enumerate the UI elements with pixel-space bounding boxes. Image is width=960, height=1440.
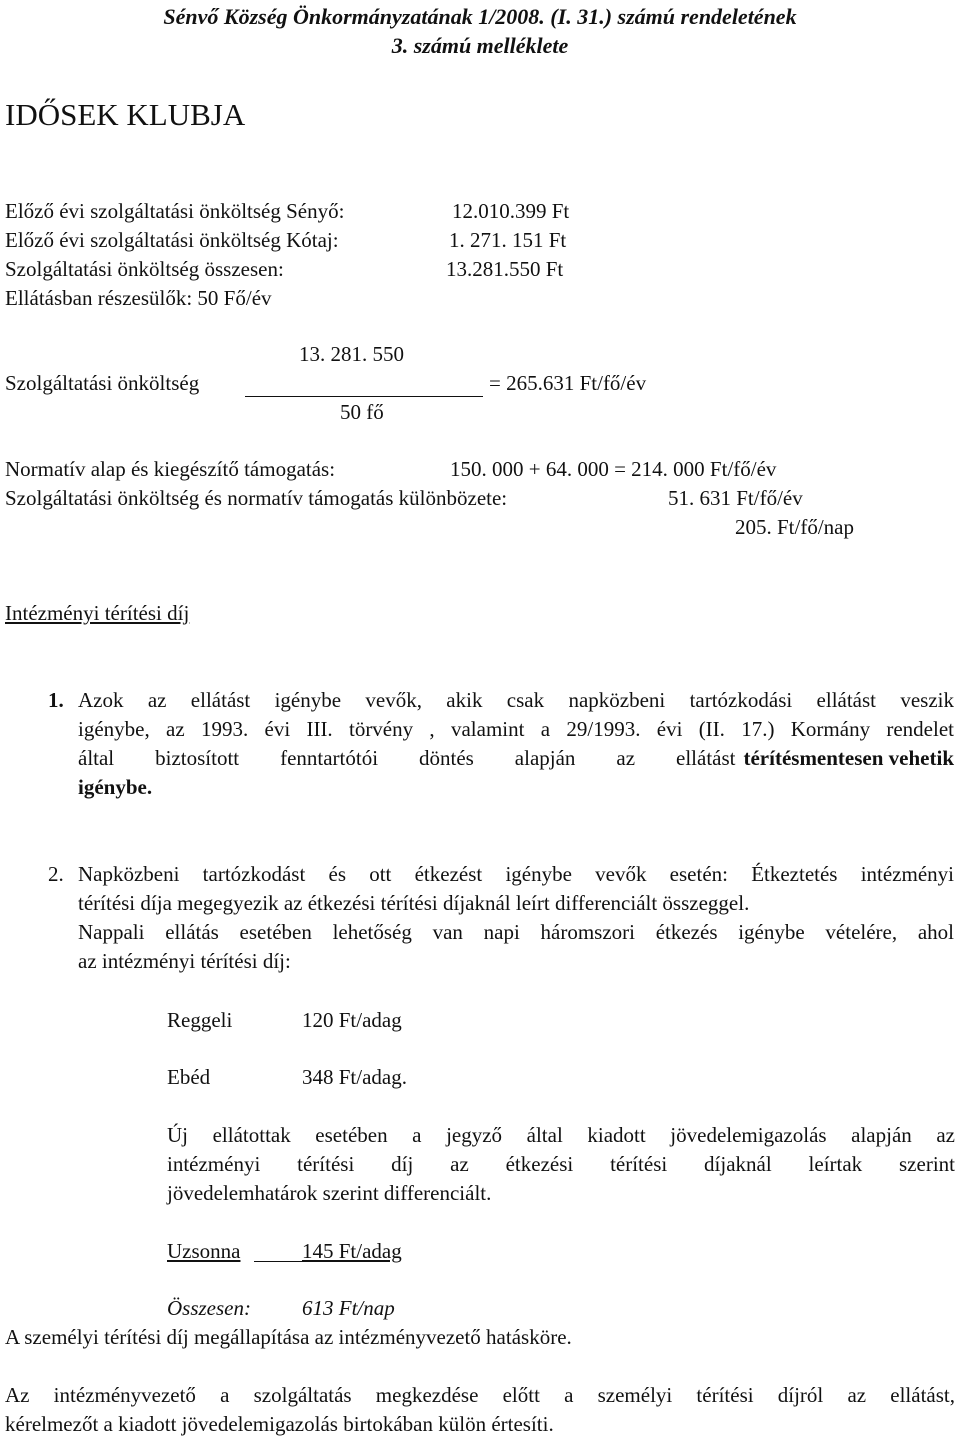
formula-denominator: 50 fő [340, 400, 384, 424]
meal-price-lunch: 348 Ft/adag. [302, 1065, 407, 1089]
snack-price: 145 Ft/adag [302, 1239, 402, 1263]
meal-name-breakfast: Reggeli [167, 1008, 233, 1032]
cost-label-total: Szolgáltatási önköltség összesen: [5, 257, 284, 281]
total-value: 613 Ft/nap [302, 1296, 395, 1320]
meal-name-lunch: Ebéd [167, 1065, 211, 1089]
new-clients-line3: jövedelemhatárok szerint differenciált. [167, 1181, 492, 1205]
total-label: Összesen: [167, 1296, 251, 1320]
cost-value-kotaj: 1. 271. 151 Ft [449, 228, 567, 252]
item1-line3 [78, 744, 954, 773]
item1-line2: igénybe, az 1993. évi III. törvény , valamint a 29/1993. évi (II. 17.) Kormány rendelet [78, 717, 954, 741]
difference-per-day: 205. Ft/fő/nap [735, 515, 854, 539]
normative-label: Normatív alap és kiegészítő támogatás: [5, 457, 336, 481]
cost-value-total: 13.281.550 Ft [446, 257, 564, 281]
snack-name: Uzsonna [167, 1239, 241, 1263]
item2-number: 2. [48, 862, 64, 886]
item1-line3-bold: térítésmentesen vehetik [743, 746, 954, 770]
formula-result: = 265.631 Ft/fő/év [489, 371, 647, 395]
formula-numerator: 13. 281. 550 [299, 342, 404, 366]
item2-line4: az intézményi térítési díj: [78, 949, 291, 973]
header-line-1: Sénvő Község Önkormányzatának 1/2008. (I. 31.) számú rendeletének [163, 4, 797, 29]
cost-label-senyo: Előző évi szolgáltatási önköltség Sényő: [5, 199, 345, 223]
closing-line2: kérelmezőt a kiadott jövedelemigazolás birtokában külön értesíti. [5, 1412, 554, 1436]
meal-price-breakfast: 120 Ft/adag [302, 1008, 402, 1032]
cost-value-senyo: 12.010.399 Ft [452, 199, 570, 223]
page-title: IDŐSEK KLUBJA [5, 97, 246, 132]
item1-line1: Azok az ellátást igénybe vevők, akik csak napközbeni tartózkodási ellátást veszik [78, 688, 954, 712]
item1-line3-plain: által biztosított fenntartótói döntés alapján az ellátást [78, 746, 736, 770]
section-title: Intézményi térítési díj [5, 601, 190, 625]
item1-line4: igénybe. [78, 775, 153, 799]
closing-line1: Az intézményvezető a szolgáltatás megkezdése előtt a személyi térítési díjról az ellátást, [5, 1383, 955, 1407]
new-clients-line2: intézményi térítési díj az étkezési térítési díjaknál leírtak szerint [167, 1152, 955, 1176]
header-line-2: 3. számú melléklete [391, 33, 569, 58]
new-clients-line1: Új ellátottak esetében a jegyző által kiadott jövedelemigazolás alapján az [167, 1123, 955, 1147]
snack-underline-gap [254, 1261, 304, 1262]
item1-number: 1. [48, 688, 64, 712]
cost-label-recipients: Ellátásban részesülők: 50 Fő/év [5, 286, 272, 310]
authority-line: A személyi térítési díj megállapítása az intézményvezető hatásköre. [5, 1325, 572, 1349]
formula-label: Szolgáltatási önköltség [5, 371, 200, 395]
difference-label: Szolgáltatási önköltség és normatív támogatás különbözete: [5, 486, 508, 510]
item2-line3: Nappali ellátás esetében lehetőség van napi háromszori étkezés igénybe vételére, ahol [78, 920, 954, 944]
fraction-line [245, 396, 483, 397]
difference-value: 51. 631 Ft/fő/év [668, 486, 803, 510]
cost-label-kotaj: Előző évi szolgáltatási önköltség Kótaj: [5, 228, 339, 252]
normative-value: 150. 000 + 64. 000 = 214. 000 Ft/fő/év [450, 457, 777, 481]
item2-line1: Napközbeni tartózkodást és ott étkezést igénybe vevők esetén: Étkeztetés intézményi [78, 862, 954, 886]
item2-line2: térítési díja megegyezik az étkezési térítési díjaknál leírt differenciált összeggel. [78, 891, 750, 915]
